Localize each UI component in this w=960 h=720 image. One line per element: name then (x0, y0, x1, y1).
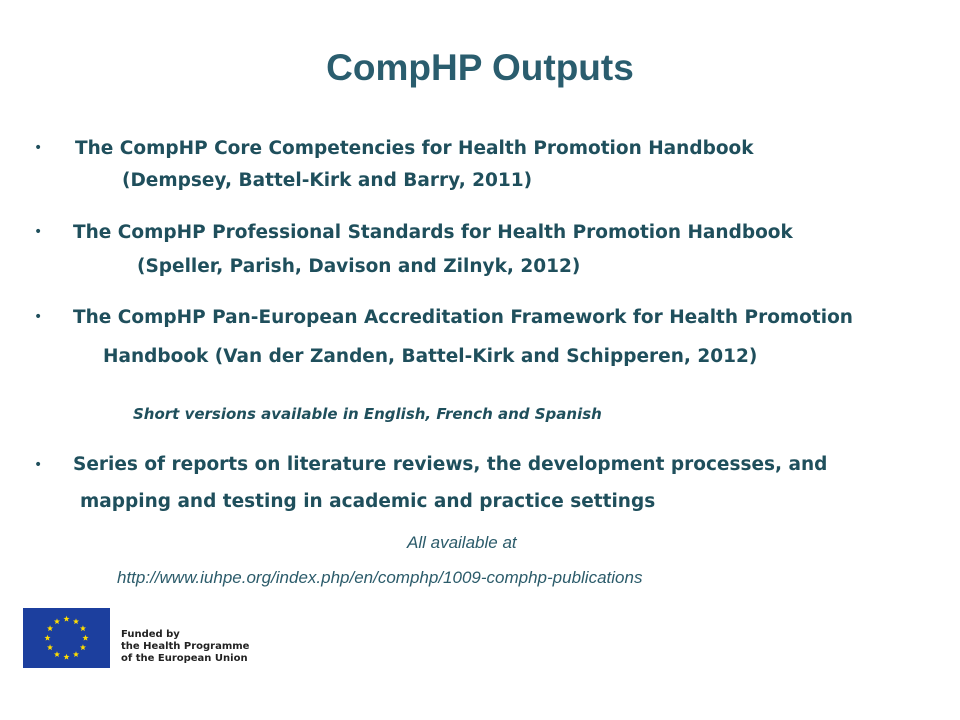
eu-star-icon (47, 625, 53, 631)
bullet-dot-icon: • (34, 140, 43, 156)
eu-star-icon (54, 618, 60, 624)
eu-star-icon (44, 635, 50, 641)
item-3-line-2: Handbook (Van der Zanden, Battel-Kirk and Schipperen, 2012) (103, 346, 758, 367)
eu-flag-icon (23, 608, 110, 668)
eu-stars-icon (23, 608, 110, 668)
eu-star-icon (54, 651, 60, 657)
item-2-line-1: The CompHP Professional Standards for Health Promotion Handbook (73, 222, 793, 243)
eu-star-icon (47, 644, 53, 650)
eu-star-icon (73, 618, 79, 624)
bullet-dot-icon: • (34, 224, 43, 240)
bullet-dot-icon: • (34, 309, 43, 325)
availability-url[interactable]: http://www.iuhpe.org/index.php/en/comphp/1009-comphp-publications (117, 568, 643, 587)
item-1-line-2: (Dempsey, Battel-Kirk and Barry, 2011) (122, 170, 533, 191)
item-3-note: Short versions available in English, French and Spanish (133, 405, 602, 423)
funding-line-2: the Health Programme (121, 641, 250, 652)
eu-star-icon (80, 644, 86, 650)
eu-star-icon (80, 625, 86, 631)
eu-star-icon (82, 635, 88, 641)
eu-star-icon (73, 651, 79, 657)
availability-label: All available at (407, 533, 517, 552)
item-2-line-2: (Speller, Parish, Davison and Zilnyk, 2012) (137, 256, 581, 277)
item-4-line-2: mapping and testing in academic and practice settings (80, 491, 656, 512)
item-4-line-1: Series of reports on literature reviews, the development processes, and (73, 454, 828, 475)
funding-line-1: Funded by (121, 629, 180, 640)
funding-line-3: of the European Union (121, 653, 248, 664)
eu-star-icon (63, 654, 69, 660)
item-3-line-1: The CompHP Pan-European Accreditation Framework for Health Promotion (73, 307, 853, 328)
funding-text (121, 629, 249, 665)
eu-star-icon (63, 616, 69, 622)
slide-title: CompHP Outputs (326, 47, 634, 88)
item-1-line-1: The CompHP Core Competencies for Health Promotion Handbook (75, 138, 754, 159)
bullet-dot-icon: • (34, 457, 43, 473)
